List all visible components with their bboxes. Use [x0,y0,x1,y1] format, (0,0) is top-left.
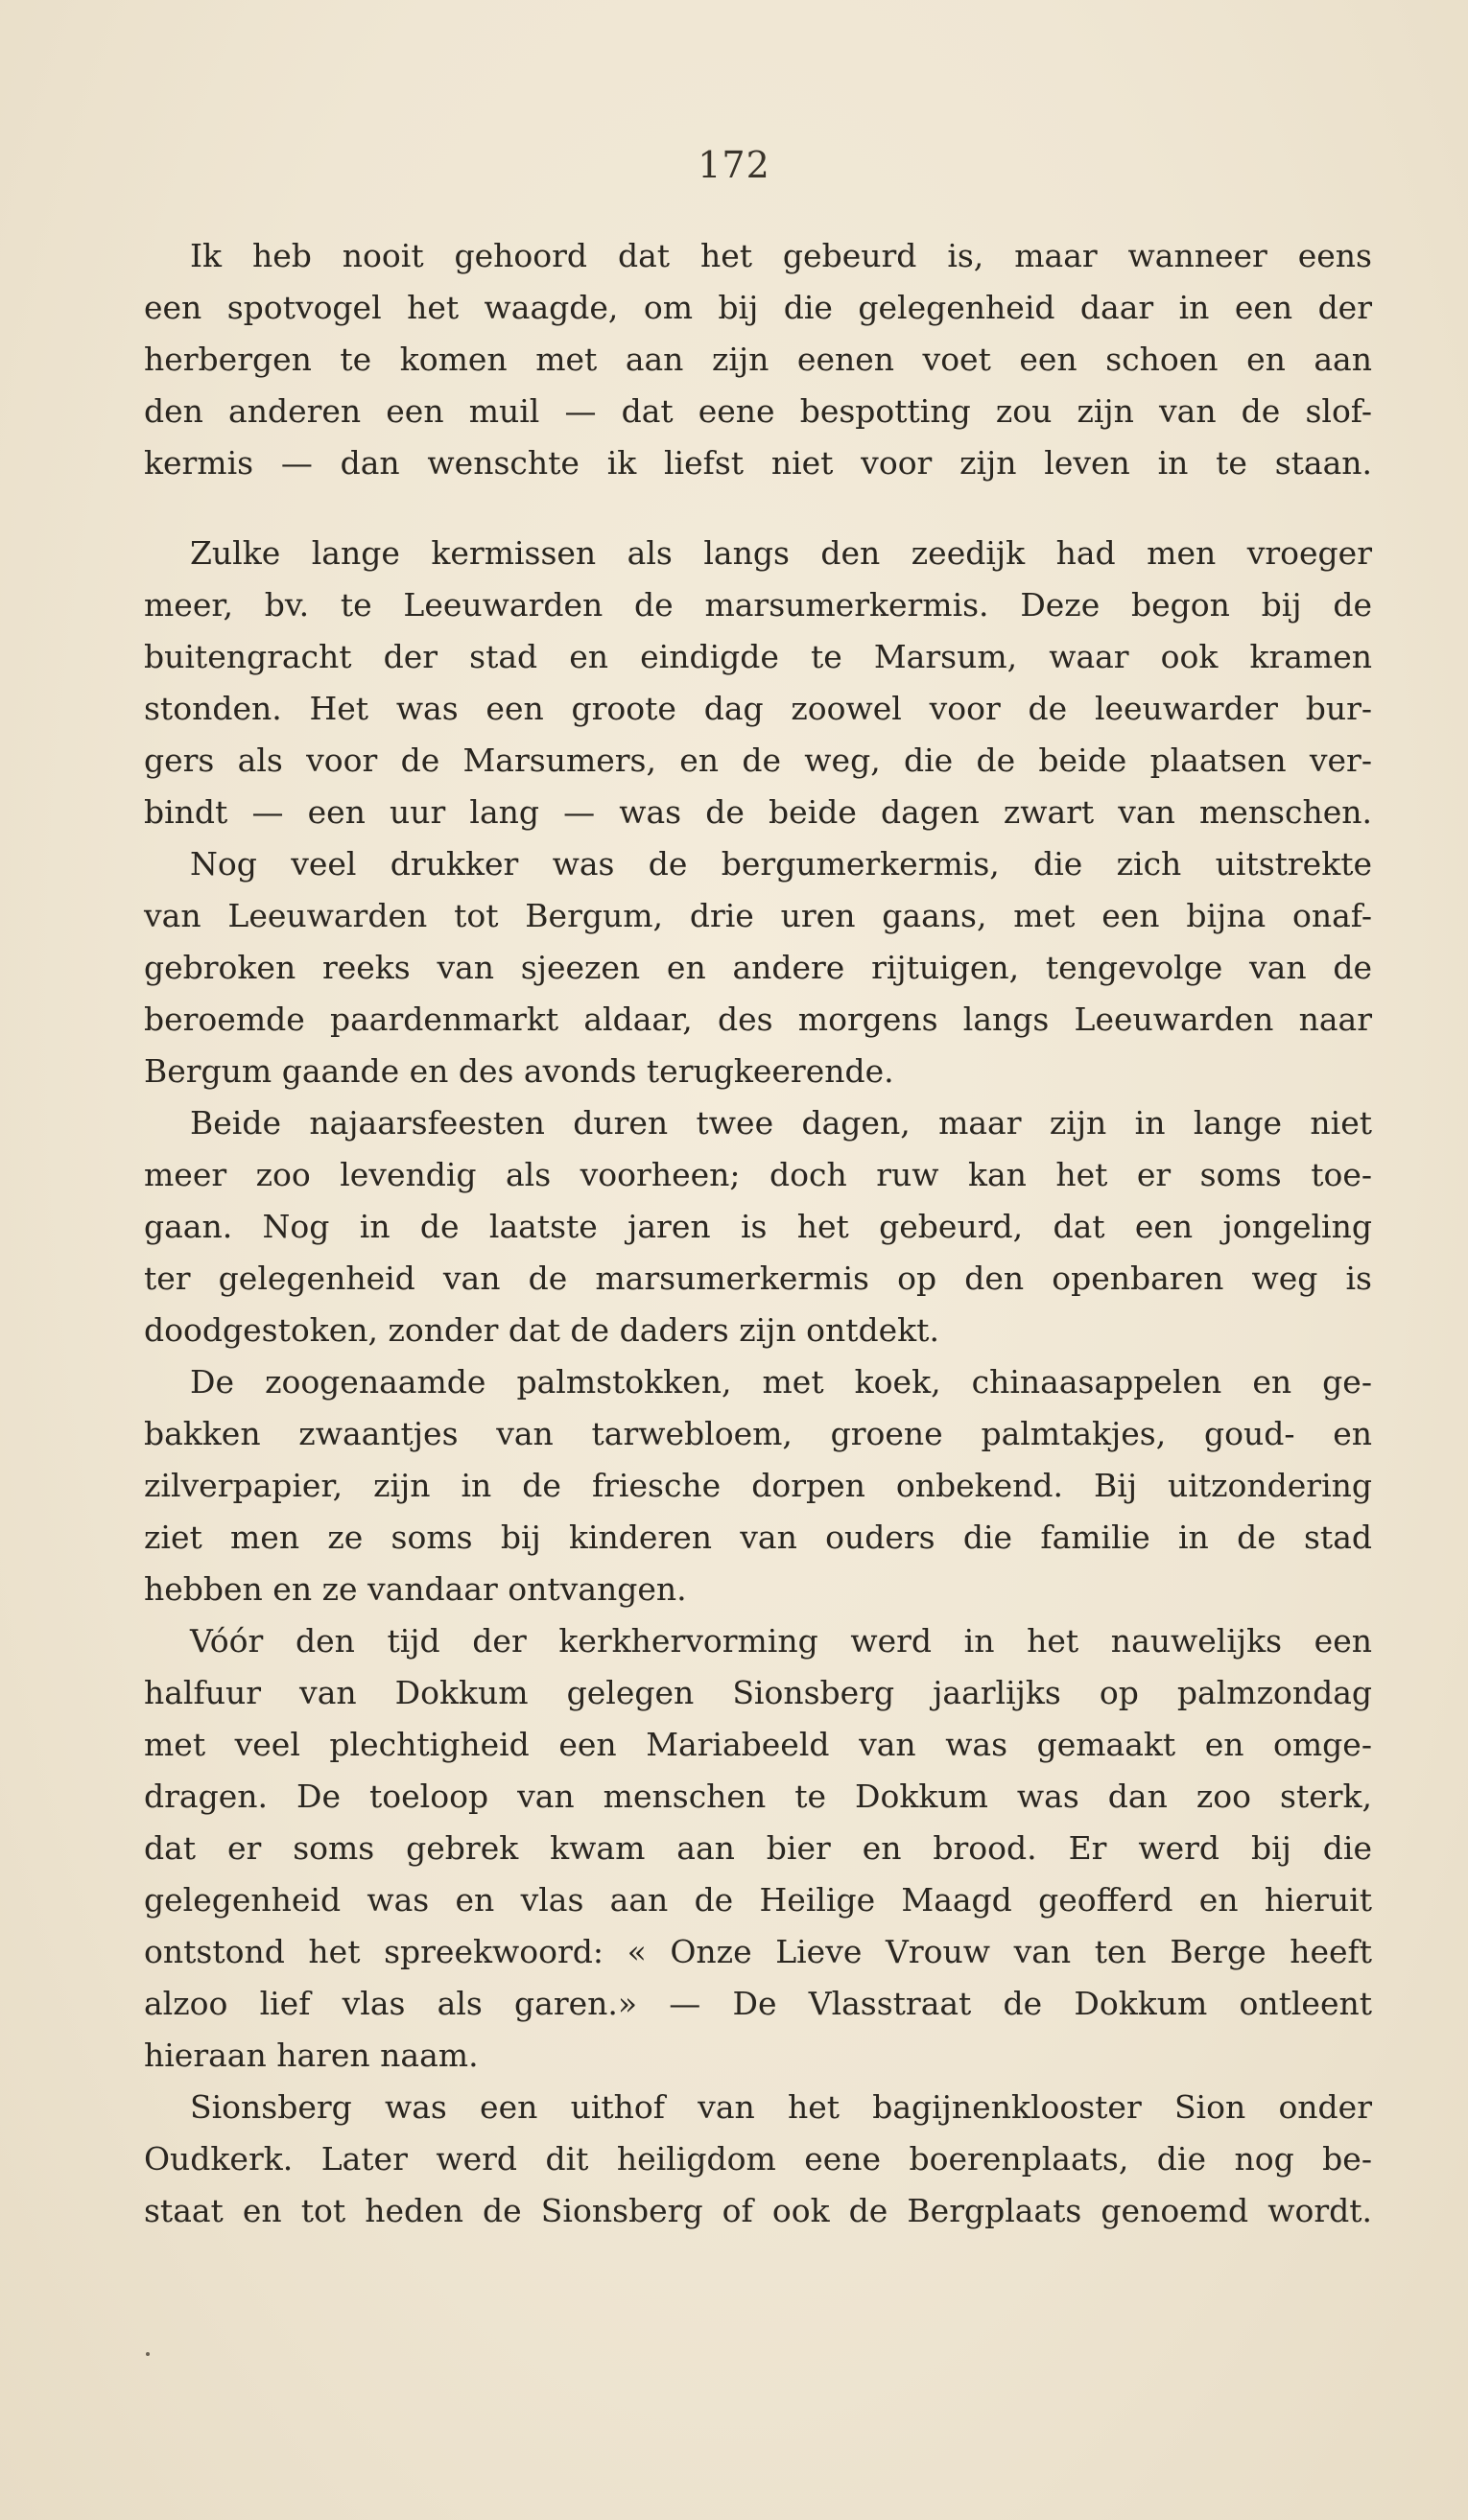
text-line: meer zoo levendig als voorheen; doch ruw kan het er soms toe- [144,1156,1372,1193]
paragraph-4 [144,1097,1372,1356]
text-line: dragen. De toeloop van menschen te Dokkum was dan zoo sterk, [144,1778,1372,1815]
text-line: dat er soms gebrek kwam aan bier en brood. Er werd bij die [144,1829,1372,1867]
page-number: 172 [698,144,770,186]
text-line: met veel plechtigheid een Mariabeeld van was gemaakt en omge- [144,1726,1372,1763]
text-line: Oudkerk. Later werd dit heiligdom eene boerenplaats, die nog be- [144,2140,1372,2178]
text-line: hieraan haren naam. [144,2037,479,2074]
text-line: zilverpapier, zijn in de friesche dorpen onbekend. Bij uitzondering [144,1467,1372,1504]
text-line: ontstond het spreekwoord: « Onze Lieve Vrouw van ten Berge heeft [144,1933,1372,1970]
text-line: gelegenheid was en vlas aan de Heilige Maagd geofferd en hieruit [144,1881,1372,1919]
text-line: ziet men ze soms bij kinderen van ouders die familie in de stad [144,1519,1372,1556]
text-line: halfuur van Dokkum gelegen Sionsberg jaarlijks op palmzondag [144,1674,1372,1711]
paragraph-gap [144,489,1372,528]
paragraph-7 [144,2082,1372,2237]
text-line: alzoo lief vlas als garen.» — De Vlasstraat de Dokkum ontleent [144,1985,1372,2022]
text-line: ter gelegenheid van de marsumerkermis op den openbaren weg is [144,1260,1372,1297]
text-line: staat en tot heden de Sionsberg of ook de Bergplaats genoemd wordt. [144,2192,1372,2229]
text-line: buitengracht der stad en eindigde te Marsum, waar ook kramen [144,638,1372,675]
paragraph-1 [144,230,1372,489]
text-line: meer, bv. te Leeuwarden de marsumerkermis. Deze begon bij de [144,586,1372,624]
text-line: hebben en ze vandaar ontvangen. [144,1570,687,1608]
paragraph-5 [144,1356,1372,1615]
text-line: een spotvogel het waagde, om bij die gelegenheid daar in een der [144,289,1372,326]
text-line: De zoogenaamde palmstokken, met koek, chinaasappelen en ge- [190,1363,1372,1401]
text-line: beroemde paardenmarkt aldaar, des morgens langs Leeuwarden naar [144,1001,1372,1038]
text-line: gaan. Nog in de laatste jaren is het gebeurd, dat een jongeling [144,1208,1372,1245]
text-line: bakken zwaantjes van tarwebloem, groene palmtakjes, goud- en [144,1415,1372,1452]
text-line: bindt — een uur lang — was de beide dagen zwart van menschen. [144,793,1372,831]
ink-speck [146,2352,150,2356]
text-line: Zulke lange kermissen als langs den zeedijk had men vroeger [190,534,1372,572]
paragraph-3 [144,838,1372,1097]
text-line: gers als voor de Marsumers, en de weg, die de beide plaatsen ver- [144,742,1372,779]
paragraph-2 [144,528,1372,838]
text-line: Vóór den tijd der kerkhervorming werd in het nauwelijks een [190,1622,1372,1660]
text-line: kermis — dan wenschte ik liefst niet voor zijn leven in te staan. [144,444,1372,482]
body-text [144,230,1372,2237]
text-line: Bergum gaande en des avonds terugkeerende. [144,1052,894,1090]
paragraph-6 [144,1615,1372,2082]
text-line: van Leeuwarden tot Bergum, drie uren gaans, met een bijna onaf- [144,897,1372,934]
text-line: doodgestoken, zonder dat de daders zijn ontdekt. [144,1311,939,1349]
text-line: Ik heb nooit gehoord dat het gebeurd is, maar wanneer eens [190,237,1372,274]
text-line: den anderen een muil — dat eene bespotting zou zijn van de slof- [144,392,1372,430]
text-line: gebroken reeks van sjeezen en andere rijtuigen, tengevolge van de [144,949,1372,986]
text-line: Sionsberg was een uithof van het bagijnenklooster Sion onder [190,2088,1372,2126]
text-line: Nog veel drukker was de bergumerkermis, die zich uitstrekte [190,845,1372,883]
text-line: herbergen te komen met aan zijn eenen voet een schoen en aan [144,341,1372,378]
text-line: Beide najaarsfeesten duren twee dagen, maar zijn in lange niet [190,1104,1372,1142]
text-line: stonden. Het was een groote dag zoowel voor de leeuwarder bur- [144,690,1372,727]
